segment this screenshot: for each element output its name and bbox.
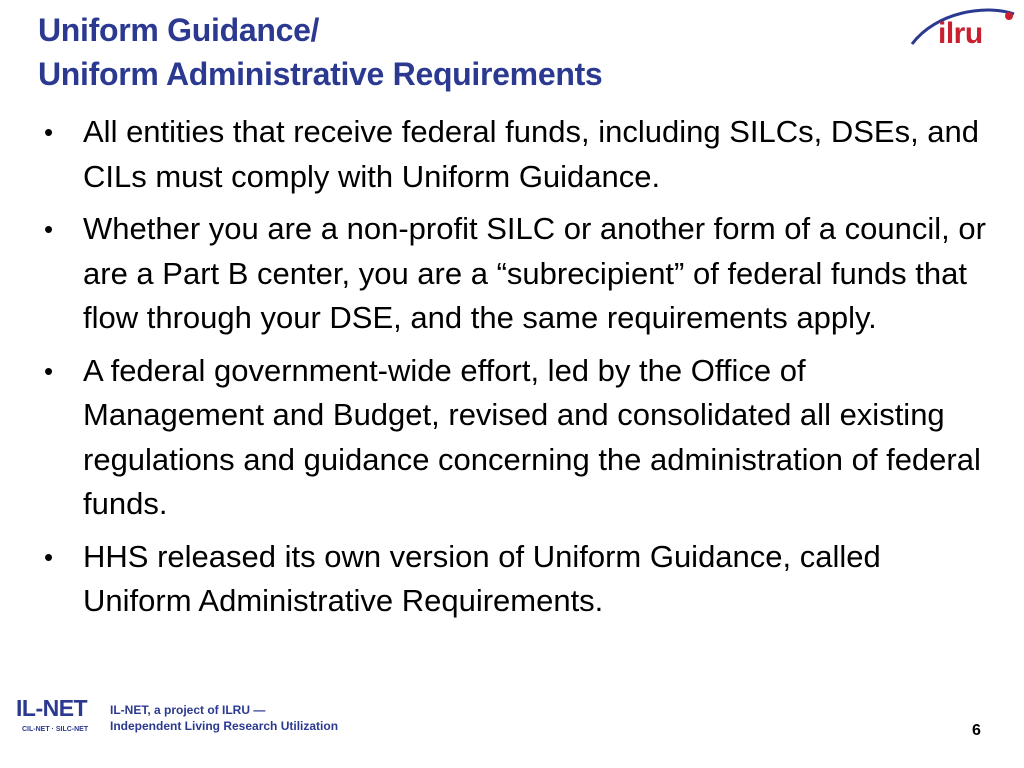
bullet-text: HHS released its own version of Uniform Guidance, called Uniform Administrative Requirements.: [83, 538, 881, 618]
footer-caption: [110, 702, 338, 734]
slide-title-line-1: Uniform Guidance/: [38, 12, 320, 48]
bullet-marker: •: [44, 541, 54, 572]
bullet-marker: •: [44, 355, 54, 386]
slide-title-line-2: Uniform Administrative Requirements: [38, 56, 603, 92]
bullet-marker: •: [44, 214, 54, 244]
bullet-text: A federal government-wide effort, led by the Office of Management and Budget, revised and consolidated all existing regulations and guidance concerning the administration of federal funds.: [83, 352, 981, 521]
ilru-logo-text: ilru: [938, 17, 983, 50]
bullet-item: [40, 110, 990, 199]
il-net-logo-text: IL-NET: [16, 695, 88, 721]
bullet-item: [40, 535, 990, 624]
bullet-list: [40, 110, 990, 632]
slide-title: [38, 8, 858, 96]
page-number: 6: [972, 722, 981, 739]
bullet-item: [40, 349, 990, 527]
footer-caption-line-2: Independent Living Research Utilization: [110, 719, 339, 733]
bullet-item: [40, 207, 990, 341]
bullet-text: All entities that receive federal funds, including SILCs, DSEs, and CILs must comply with Uniform Guidance.: [83, 114, 980, 194]
footer-caption-line-1: IL-NET, a project of ILRU —: [110, 703, 266, 717]
bullet-marker: •: [44, 117, 54, 147]
il-net-logo-subtext: CIL-NET · SILC-NET: [22, 726, 89, 733]
bullet-text: Whether you are a non-profit SILC or another form of a council, or are a Part B center, you are a “subrecipient” of federal funds that flow through your DSE, and the same requirements apply.: [83, 211, 986, 335]
